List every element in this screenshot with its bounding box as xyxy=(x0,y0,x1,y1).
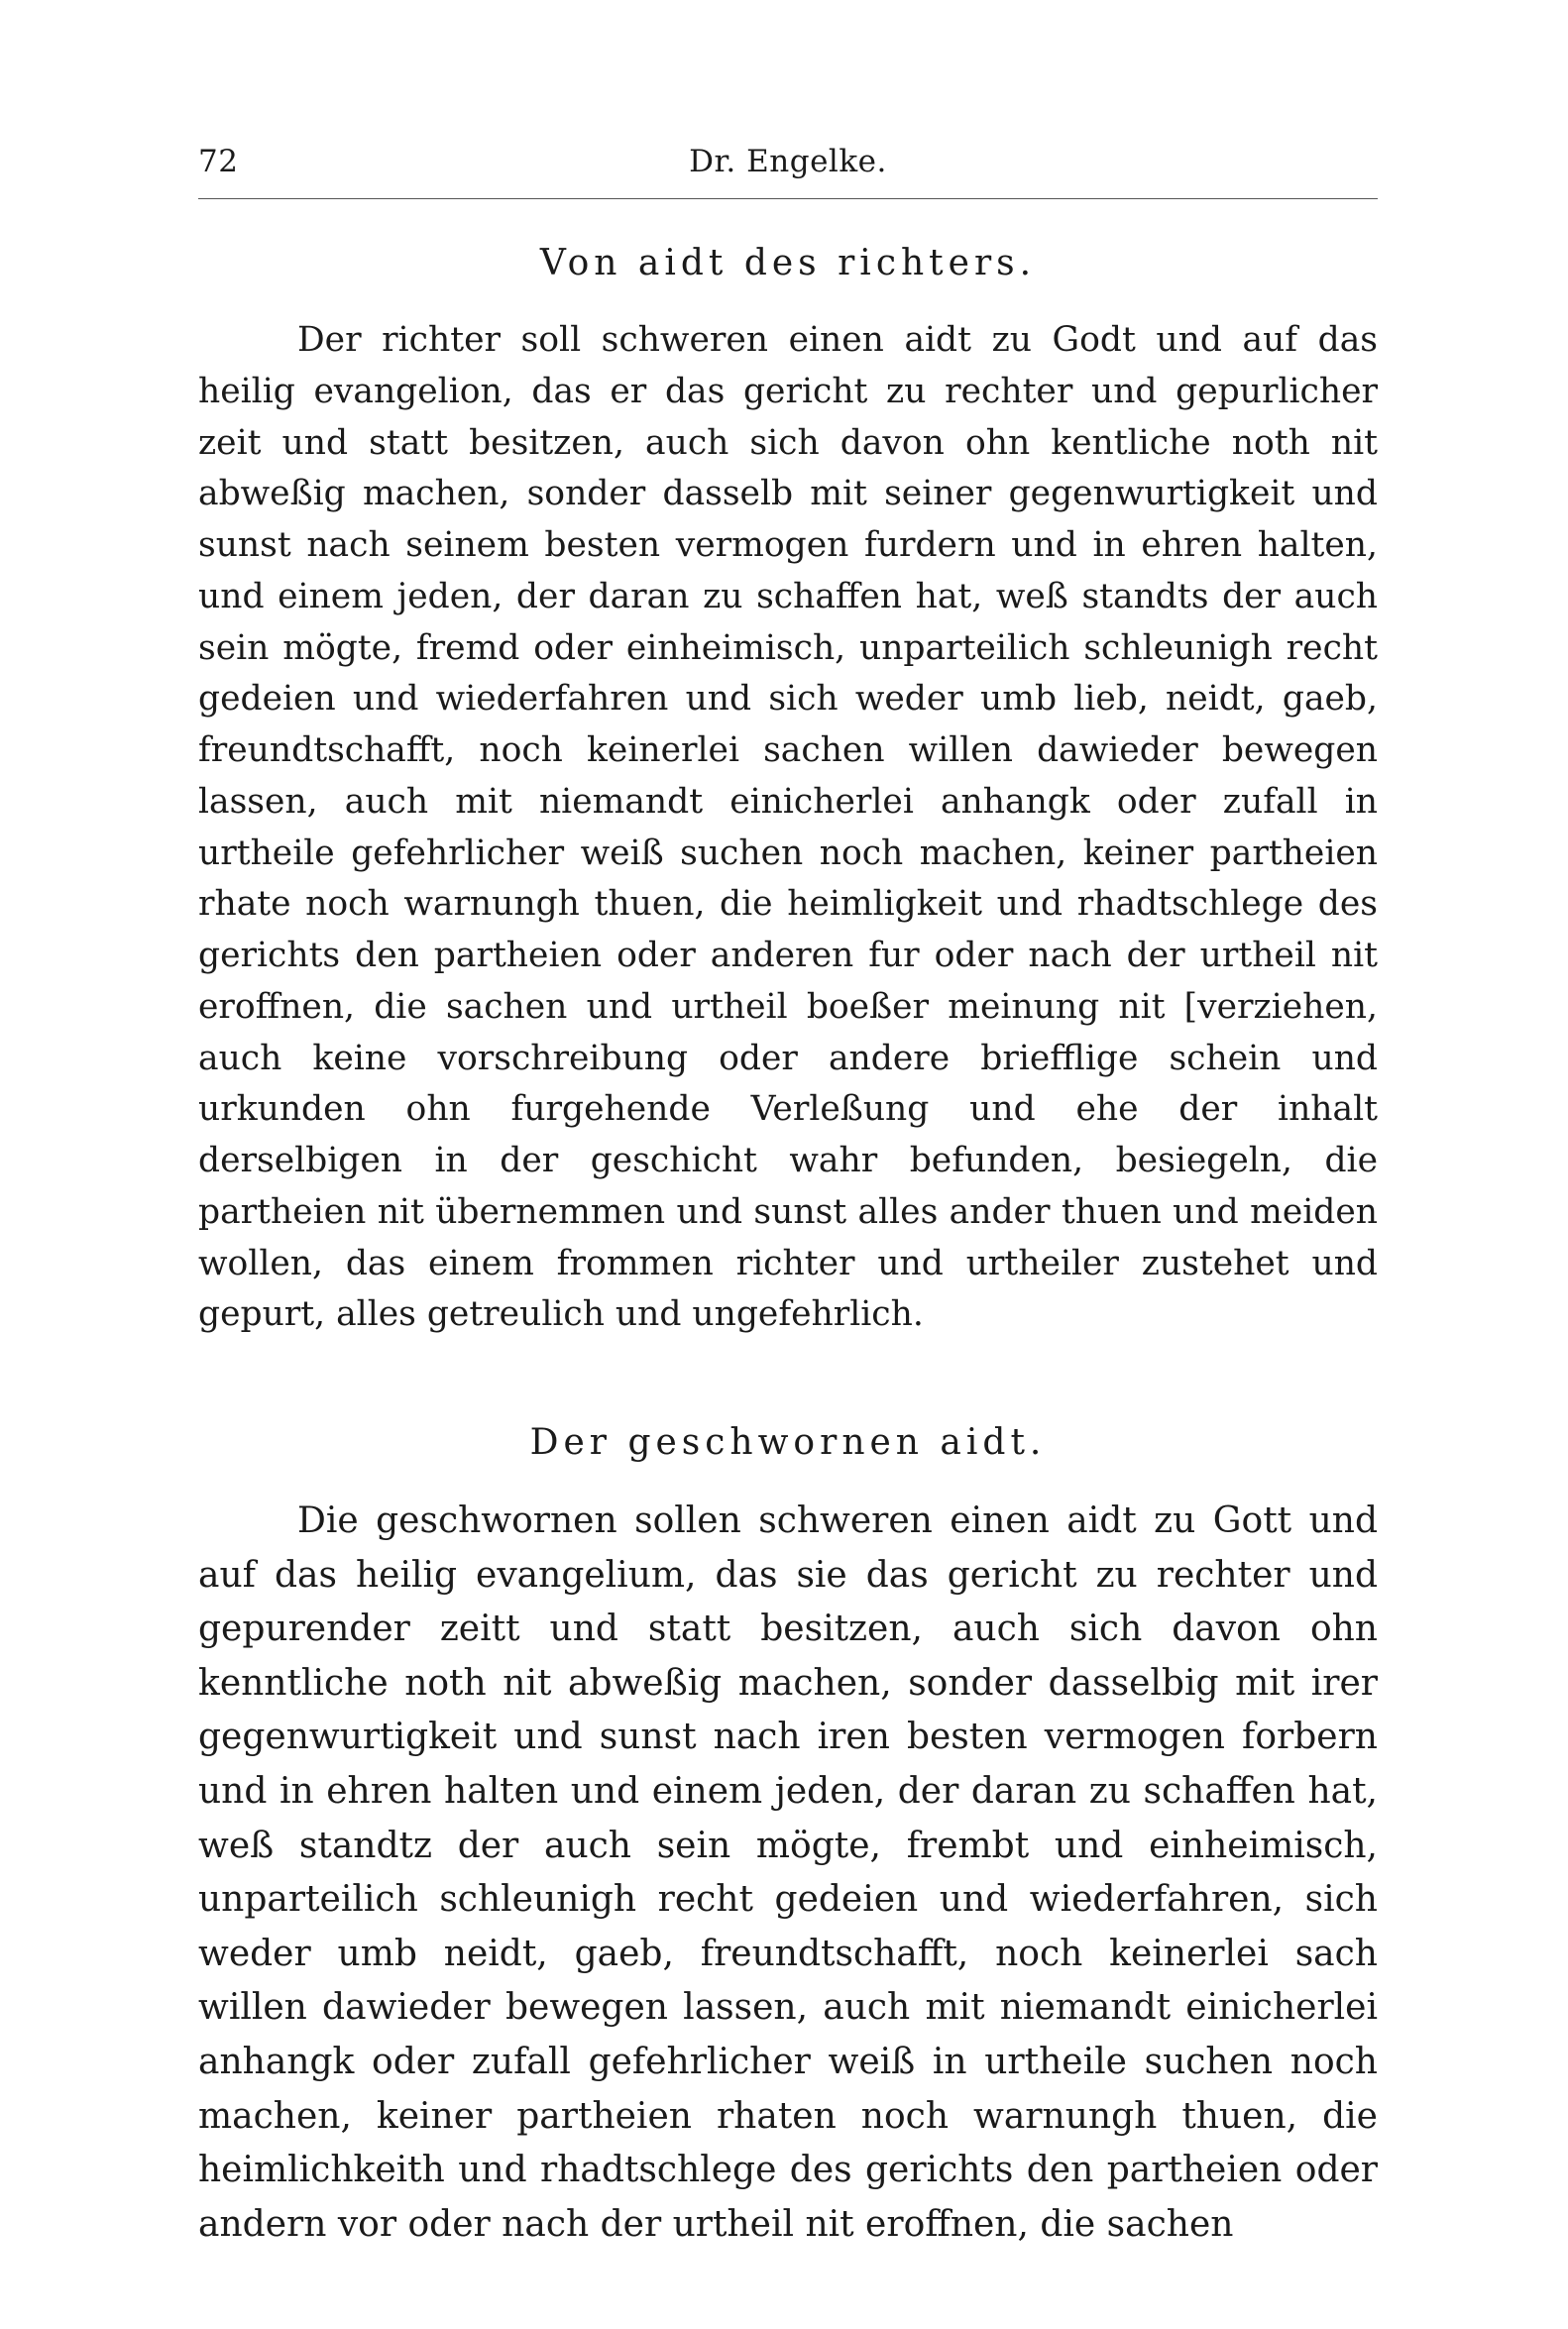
section-heading-jurors-oath: Der geschwornen aidt. xyxy=(529,1422,1047,1463)
section-text-judge-oath: Der richter soll schweren einen aidt zu Godt und auf das heilig evangelion, das er das gericht zu rechter und gepurlicher zeit und statt besitzen, auch sich davon ohn kentliche noth nit abweßig machen, sonder dasselb mit seiner gegenwurtigkeit und sunst nach seinem besten vermogen furdern und in ehren halten, und einem jeden, der daran zu schaffen hat, weß standts der auch sein mögte, fremd oder einheimisch, unparteilich schleunigh recht gedeien und wiederfahren und sich weder umb lieb, neidt, gaeb, freundtschafft, noch keinerlei sachen willen dawieder bewegen lassen, auch mit niemandt einicherlei anhangk oder zufall in urtheile gefehrlicher weiß suchen noch machen, keiner partheien rhate noch warnungh thuen, die heimligkeit und rhadtschlege des gerichts den partheien oder anderen fur oder nach der urtheil nit eroffnen, die sachen und urtheil boeßer meinung nit [verziehen, auch keine vorschreibung oder andere briefflige schein und urkunden ohn furgehende Verleßung und ehe der inhalt derselbigen in der geschicht wahr befunden, besiegeln, die partheien nit übernemmen und sunst alles ander thuen und meiden wollen, das einem frommen richter und urtheiler zustehet und gepurt, alles getreulich und ungefehrlich. xyxy=(198,320,1378,1335)
section-text-jurors-oath: Die geschwornen sollen schweren einen aidt zu Gott und auf das heilig evangelium, das sie das gericht zu rechter und gepurender zeitt und statt besitzen, auch sich davon ohn kenntliche noth nit abweßig machen, sonder dasselbig mit irer gegenwurtigkeit und sunst nach iren besten vermogen forbern und in ehren halten und einem jeden, der daran zu schaffen hat, weß standtz der auch sein mögte, frembt und einheimisch, unparteilich schleunigh recht gedeien und wiederfahren, sich weder umb neidt, gaeb, freundtschafft, noch keinerlei sach willen dawieder bewegen lassen, auch mit niemandt einicherlei anhangk oder zufall gefehrlicher weiß in urtheile suchen noch machen, keiner partheien rhaten noch warnungh thuen, die heimlichkeith und rhadtschlege des gerichts den partheien oder andern vor oder nach der urtheil nit eroffnen, die sachen xyxy=(198,1500,1378,2245)
page-number: 72 xyxy=(198,144,239,179)
section-heading-judge-oath: Von aidt des richters. xyxy=(539,243,1037,283)
running-title: Dr. Engelke. xyxy=(689,144,887,179)
running-head xyxy=(198,144,1378,193)
header-rule xyxy=(198,198,1378,199)
